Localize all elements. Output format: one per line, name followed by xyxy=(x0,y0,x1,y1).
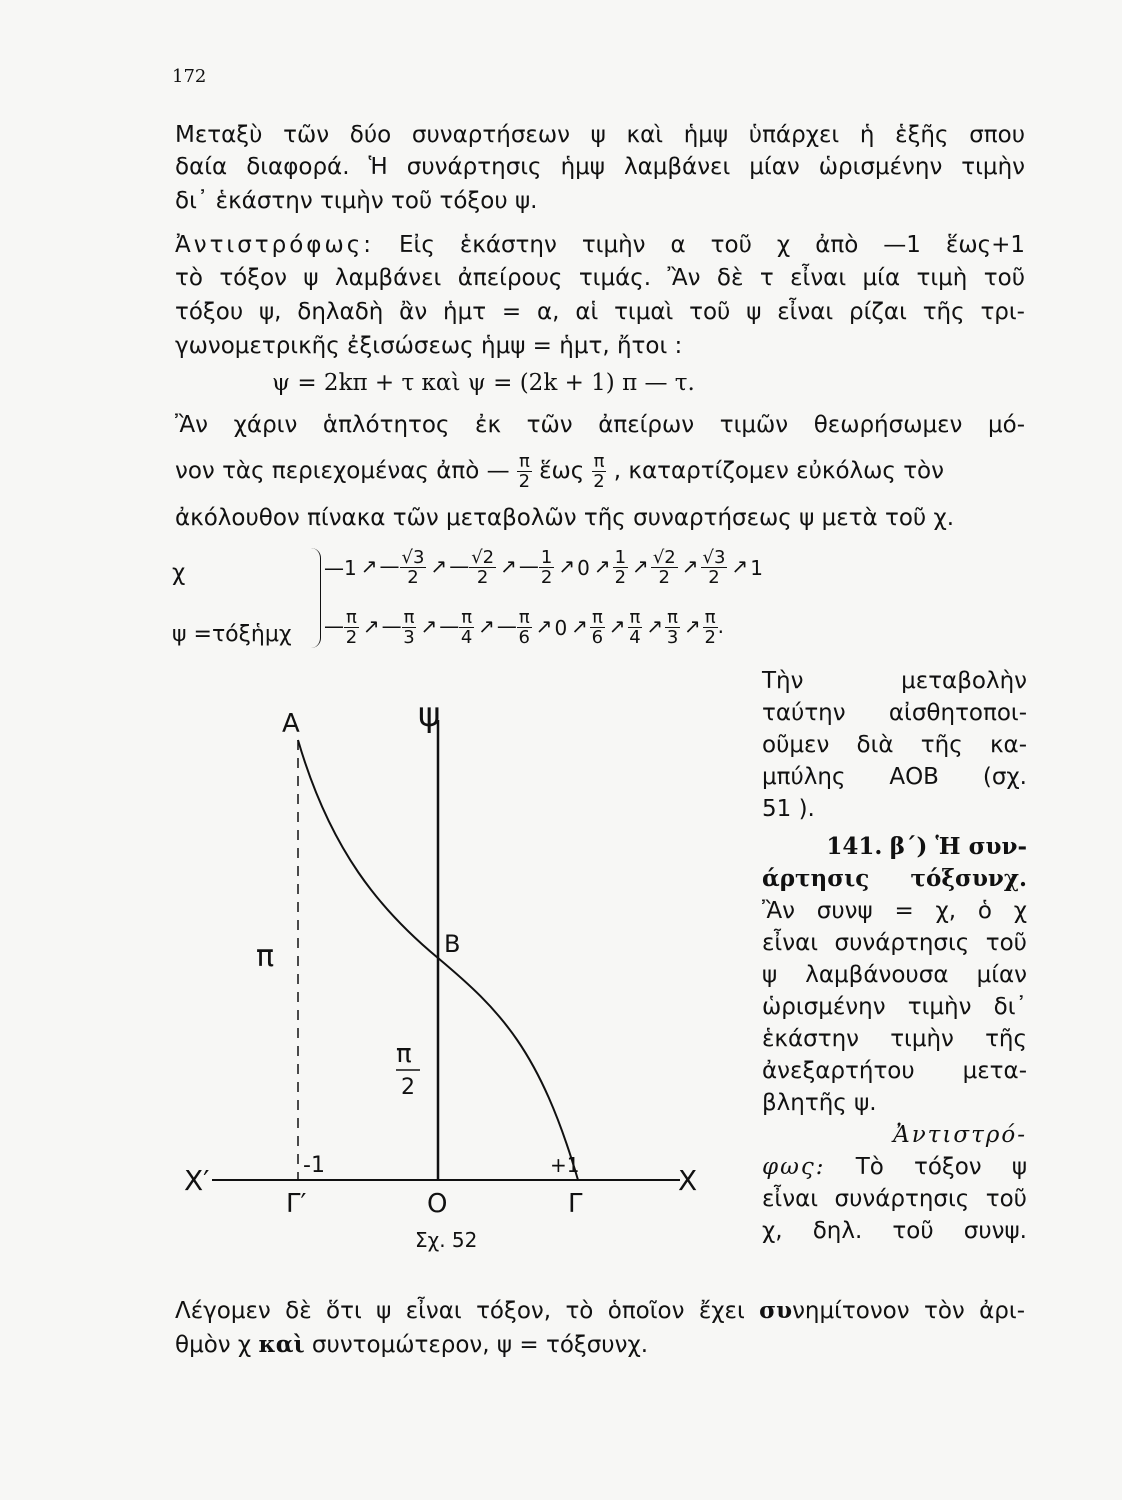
table-cell xyxy=(613,548,628,587)
solution-formula: ψ = 2kπ + τ καὶ ψ = (2k + 1) π — τ. xyxy=(272,370,695,396)
closing-text-b: νημίτονον τὸν ἀρι- xyxy=(792,1298,1025,1324)
table-row-x xyxy=(324,548,765,587)
value: 0 xyxy=(577,555,590,580)
minus-sign: — xyxy=(381,614,402,638)
denominator: 6 xyxy=(518,627,530,648)
figure-caption: Σχ. 52 xyxy=(415,1228,478,1252)
side-conversely-rest: Τὸ τόξον ψ xyxy=(855,1154,1027,1180)
denominator: 4 xyxy=(629,627,641,648)
fraction xyxy=(459,608,474,647)
numerator: π xyxy=(704,607,716,628)
numerator: π xyxy=(518,607,530,628)
conversely-label: Ἀντιστρόφως: xyxy=(175,232,374,258)
increasing-arrow-icon: ↗ xyxy=(681,554,699,578)
value: 0 xyxy=(554,615,568,640)
fraction xyxy=(517,608,532,647)
numerator: √3 xyxy=(702,547,726,568)
table-row1-label: χ xyxy=(172,560,186,586)
numerator: √3 xyxy=(401,547,425,568)
numerator: π xyxy=(461,607,473,628)
intro-line-2: δαία διαφορά. Ἡ συνάρτησις ἡμψ λαμβάνει μίαν ὡρισμένην τιμὴν xyxy=(175,154,1025,180)
fraction xyxy=(701,548,728,587)
fraction xyxy=(651,548,678,587)
denominator: 2 xyxy=(476,567,489,588)
fraction xyxy=(703,608,718,647)
label-pi: π xyxy=(256,939,275,974)
increasing-arrow-icon: ↗ xyxy=(535,614,553,638)
fraction xyxy=(613,548,628,587)
side-line: ἑκάστην τιμὴν τῆς xyxy=(762,1026,1027,1052)
table-cell xyxy=(439,608,474,647)
label-O: Ο xyxy=(427,1189,448,1219)
label-X-prime: Χ′ xyxy=(184,1164,210,1197)
minus-sign: — xyxy=(324,614,344,638)
minus-sign: — xyxy=(518,554,539,578)
side-line: εἶναι συνάρτησις τοῦ xyxy=(762,930,1027,956)
side-line: οῦμεν διὰ τῆς κα- xyxy=(762,732,1027,758)
label-minus-one: -1 xyxy=(303,1153,325,1178)
closing-text-c: θμὸν χ xyxy=(175,1332,259,1358)
numerator: √2 xyxy=(471,547,495,568)
label-pi-half-num: π xyxy=(396,1039,412,1069)
page-number: 172 xyxy=(172,66,207,87)
conversely-line-2: τὸ τόξον ψ λαμβάνει ἀπείρους τιμάς. Ἂν δὲ τ εἶναι μία τιμὴ τοῦ xyxy=(175,265,1025,291)
side-line: ψ λαμβάνουσα μίαν xyxy=(762,962,1027,988)
fraction xyxy=(402,608,417,647)
arc-cosine-figure xyxy=(170,690,730,1230)
fraction xyxy=(539,548,554,587)
table-cell xyxy=(519,548,554,587)
side-line: ὡρισμένην τιμὴν δι᾽ xyxy=(762,994,1027,1020)
conversely-line-4: γωνομετρικῆς ἐξισώσεως ἡμψ = ἡμτ, ἤτοι : xyxy=(175,333,683,359)
increasing-arrow-icon: ↗ xyxy=(571,614,588,638)
table-cell xyxy=(628,608,643,647)
section-title-b: άρτησις τόξσυνχ. xyxy=(762,865,1027,892)
label-B: Β xyxy=(444,930,461,958)
simplicity-line-2 xyxy=(175,452,1025,491)
closing-bold-b: καὶ xyxy=(258,1331,305,1358)
numerator: 1 xyxy=(540,547,553,568)
table-row-psi xyxy=(324,608,726,647)
table-cell xyxy=(701,548,728,587)
increasing-arrow-icon: ↗ xyxy=(731,554,749,578)
side-line: χ, δηλ. τοῦ συνψ. xyxy=(762,1218,1027,1244)
table-cell xyxy=(577,556,590,580)
table-cell xyxy=(703,608,724,647)
closing-text-a: Λέγομεν δὲ ὅτι ψ εἶναι τόξον, τὸ ὁποῖον ἔχει xyxy=(175,1298,760,1324)
minus-pi-half-fraction xyxy=(517,452,532,491)
table-brace xyxy=(306,548,321,648)
denominator: 2 xyxy=(345,627,358,648)
fraction xyxy=(344,608,359,647)
intro-line-3: δι᾽ ἑκάστην τιμὴν τοῦ τόξου ψ. xyxy=(175,188,538,214)
side-line: ταύτην αἰσθητοποι- xyxy=(762,700,1027,726)
label-psi: ψ xyxy=(418,695,441,735)
table-cell xyxy=(382,608,417,647)
closing-bold-a: συ xyxy=(759,1297,793,1324)
table-cell xyxy=(324,556,357,580)
increasing-arrow-icon: ↗ xyxy=(420,614,438,638)
intro-line-1: Μεταξὺ τῶν δύο συναρτήσεων ψ καὶ ἡμψ ὑπάρχει ἡ ἑξῆς σπου xyxy=(175,122,1025,148)
simplicity-line-1: Ἂν χάριν ἁπλότητος ἐκ τῶν ἀπείρων τιμῶν θεωρήσωμεν μό- xyxy=(175,412,1025,438)
label-Gamma: Γ xyxy=(568,1189,583,1219)
minus-sign: — xyxy=(496,614,517,638)
numerator: π xyxy=(591,607,603,628)
denominator: 2 xyxy=(614,567,627,588)
denominator: 2 xyxy=(658,567,670,588)
conversely-line-1 xyxy=(175,230,1025,260)
increasing-arrow-icon: ↗ xyxy=(632,554,649,578)
numerator: √2 xyxy=(652,547,676,568)
denominator: 4 xyxy=(460,627,473,648)
side-conversely-a: Ἀντιστρό- xyxy=(893,1122,1027,1148)
denominator: 2 xyxy=(407,567,419,588)
increasing-arrow-icon: ↗ xyxy=(646,614,664,638)
table-row2-label: ψ =τόξἡμχ xyxy=(172,622,292,647)
simplicity-text-c: , καταρτίζομεν εὐκόλως τὸν xyxy=(613,458,944,484)
table-cell xyxy=(380,548,427,587)
frac-den: 2 xyxy=(518,471,531,492)
pi-half-fraction xyxy=(592,452,607,491)
minus-sign: — xyxy=(379,554,400,578)
denominator: 2 xyxy=(708,567,720,588)
increasing-arrow-icon: ↗ xyxy=(684,614,701,638)
side-line: 51 ). xyxy=(762,796,815,822)
table-cell xyxy=(665,608,680,647)
side-line: βλητῆς ψ. xyxy=(762,1090,877,1116)
side-line: εἶναι συνάρτησις τοῦ xyxy=(762,1186,1027,1212)
fraction xyxy=(469,548,496,587)
conversely-text: Εἰς ἑκάστην τιμὴν α τοῦ χ ἀπὸ —1 ἕως+1 xyxy=(399,232,1026,258)
frac-num: π xyxy=(518,451,530,472)
table-cell xyxy=(590,608,605,647)
numerator: π xyxy=(629,607,641,628)
denominator: 2 xyxy=(704,627,716,648)
minus-sign: — xyxy=(324,555,344,580)
increasing-arrow-icon: ↗ xyxy=(558,554,576,578)
minus-sign: — xyxy=(449,554,470,578)
table-cell xyxy=(449,548,496,587)
side-line: ἀνεξαρτήτου μετα- xyxy=(762,1058,1027,1084)
conversely-line-3: τόξου ψ, δηλαδὴ ἂν ἡμτ = α, αἱ τιμαὶ τοῦ ψ εἶναι ρίζαι τῆς τρι- xyxy=(175,299,1025,325)
increasing-arrow-icon: ↗ xyxy=(500,554,517,578)
value: 1 xyxy=(344,555,357,580)
increasing-arrow-icon: ↗ xyxy=(593,554,611,578)
label-Gamma-prime: Γ′ xyxy=(286,1189,307,1219)
simplicity-line-3: ἀκόλουθον πίνακα τῶν μεταβολῶν τῆς συναρτήσεως ψ μετὰ τοῦ χ. xyxy=(175,505,955,531)
numerator: π xyxy=(667,607,678,628)
label-X: Χ xyxy=(678,1164,698,1197)
section-number: 141. xyxy=(826,833,883,860)
simplicity-text-a: νον τὰς περιεχομένας ἀπὸ — xyxy=(175,458,510,484)
side-line: Τὴν μεταβολὴν xyxy=(762,668,1027,694)
increasing-arrow-icon: ↗ xyxy=(478,614,495,638)
label-plus-one: +1 xyxy=(550,1153,580,1177)
side-conversely-ital: φως: xyxy=(762,1154,826,1180)
numerator: 1 xyxy=(614,547,627,568)
numerator: π xyxy=(403,607,415,628)
section-heading xyxy=(762,831,1027,863)
side-line: μπύλης ΑΟΒ (σχ. xyxy=(762,764,1027,790)
denominator: 3 xyxy=(403,627,415,648)
table-cell xyxy=(324,608,359,647)
table-cell xyxy=(651,548,678,587)
table-cell xyxy=(750,556,763,580)
frac-num: π xyxy=(593,451,605,472)
closing-text-d: συντομώτερον, ψ = τόξσυνχ. xyxy=(304,1332,649,1358)
fraction xyxy=(590,608,605,647)
simplicity-text-b: ἕως xyxy=(539,458,585,484)
closing-line-1 xyxy=(175,1296,1025,1326)
numerator: π xyxy=(346,607,357,628)
side-conversely-b xyxy=(762,1151,1027,1183)
label-A: Α xyxy=(282,709,300,739)
denominator: 6 xyxy=(591,627,604,648)
denominator: 2 xyxy=(540,567,553,588)
side-line: Ἂν συνψ = χ, ὁ χ xyxy=(762,898,1027,924)
fraction xyxy=(628,608,643,647)
table-cell xyxy=(497,608,532,647)
increasing-arrow-icon: ↗ xyxy=(608,614,626,638)
increasing-arrow-icon: ↗ xyxy=(360,554,378,578)
side-column xyxy=(762,665,1027,1247)
label-pi-half-den: 2 xyxy=(401,1075,415,1100)
denominator: 3 xyxy=(666,627,679,648)
value: 1 xyxy=(750,555,763,580)
table-cell xyxy=(554,616,567,640)
closing-line-2 xyxy=(175,1330,1025,1360)
value: . xyxy=(717,614,724,638)
increasing-arrow-icon: ↗ xyxy=(430,554,448,578)
minus-sign: — xyxy=(439,614,460,638)
fraction xyxy=(400,548,427,587)
fraction xyxy=(665,608,680,647)
increasing-arrow-icon: ↗ xyxy=(362,614,380,638)
section-title-a: β΄) Ἡ συν- xyxy=(889,833,1027,860)
frac-den: 2 xyxy=(593,471,605,492)
